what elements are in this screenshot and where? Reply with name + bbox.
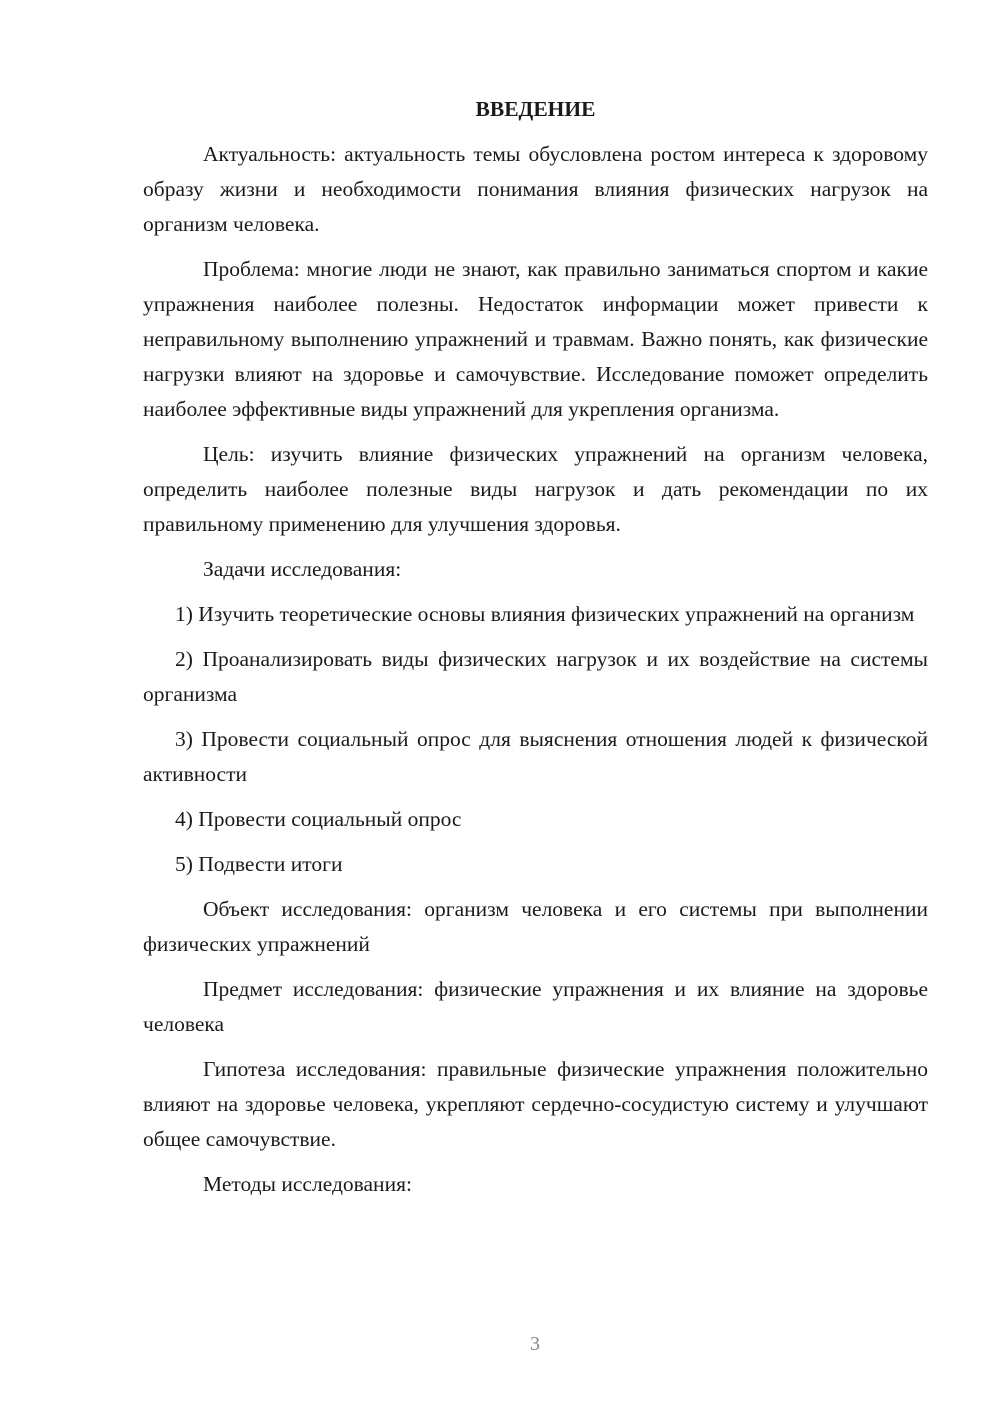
methods-heading: Методы исследования:: [203, 1172, 412, 1196]
task-item-2: 2) Проанализировать виды физических нагрузок и их воздействие на системы организма: [143, 647, 928, 706]
tasks-heading: Задачи исследования:: [203, 557, 402, 581]
goal-paragraph: Цель: изучить влияние физических упражнений на организм человека, определить наиболее полезные виды нагрузок и дать рекомендации по их правильному применению для улучшения здоровья.: [143, 442, 928, 536]
task-item-5: 5) Подвести итоги: [175, 852, 343, 876]
task-item-1: 1) Изучить теоретические основы влияния физических упражнений на организм: [175, 602, 915, 626]
hypothesis-paragraph: Гипотеза исследования: правильные физические упражнения положительно влияют на здоровье человека, укрепляют сердечно-сосудистую систему и улучшают общее самочувствие.: [143, 1057, 928, 1151]
subject-paragraph: Предмет исследования: физические упражнения и их влияние на здоровье человека: [143, 977, 928, 1036]
object-paragraph: Объект исследования: организм человека и его системы при выполнении физических упражнений: [143, 897, 928, 956]
document-page: [143, 92, 928, 1212]
relevance-paragraph: Актуальность: актуальность темы обусловлена ростом интереса к здоровому образу жизни и необходимости понимания влияния физических нагрузок на организм человека.: [143, 142, 928, 236]
problem-paragraph: Проблема: многие люди не знают, как правильно заниматься спортом и какие упражнения наиболее полезны. Недостаток информации может привести к неправильному выполнению упражнений и травмам. Важно понять, как физические нагрузки влияют на здоровье и самочувствие. Исследование поможет определить наиболее эффективные виды упражнений для укрепления организма.: [143, 257, 928, 421]
task-item-3: 3) Провести социальный опрос для выяснения отношения людей к физической активности: [143, 727, 928, 786]
section-title: ВВЕДЕНИЕ: [475, 97, 596, 121]
page-number: 3: [530, 1333, 540, 1355]
task-item-4: 4) Провести социальный опрос: [175, 807, 462, 831]
